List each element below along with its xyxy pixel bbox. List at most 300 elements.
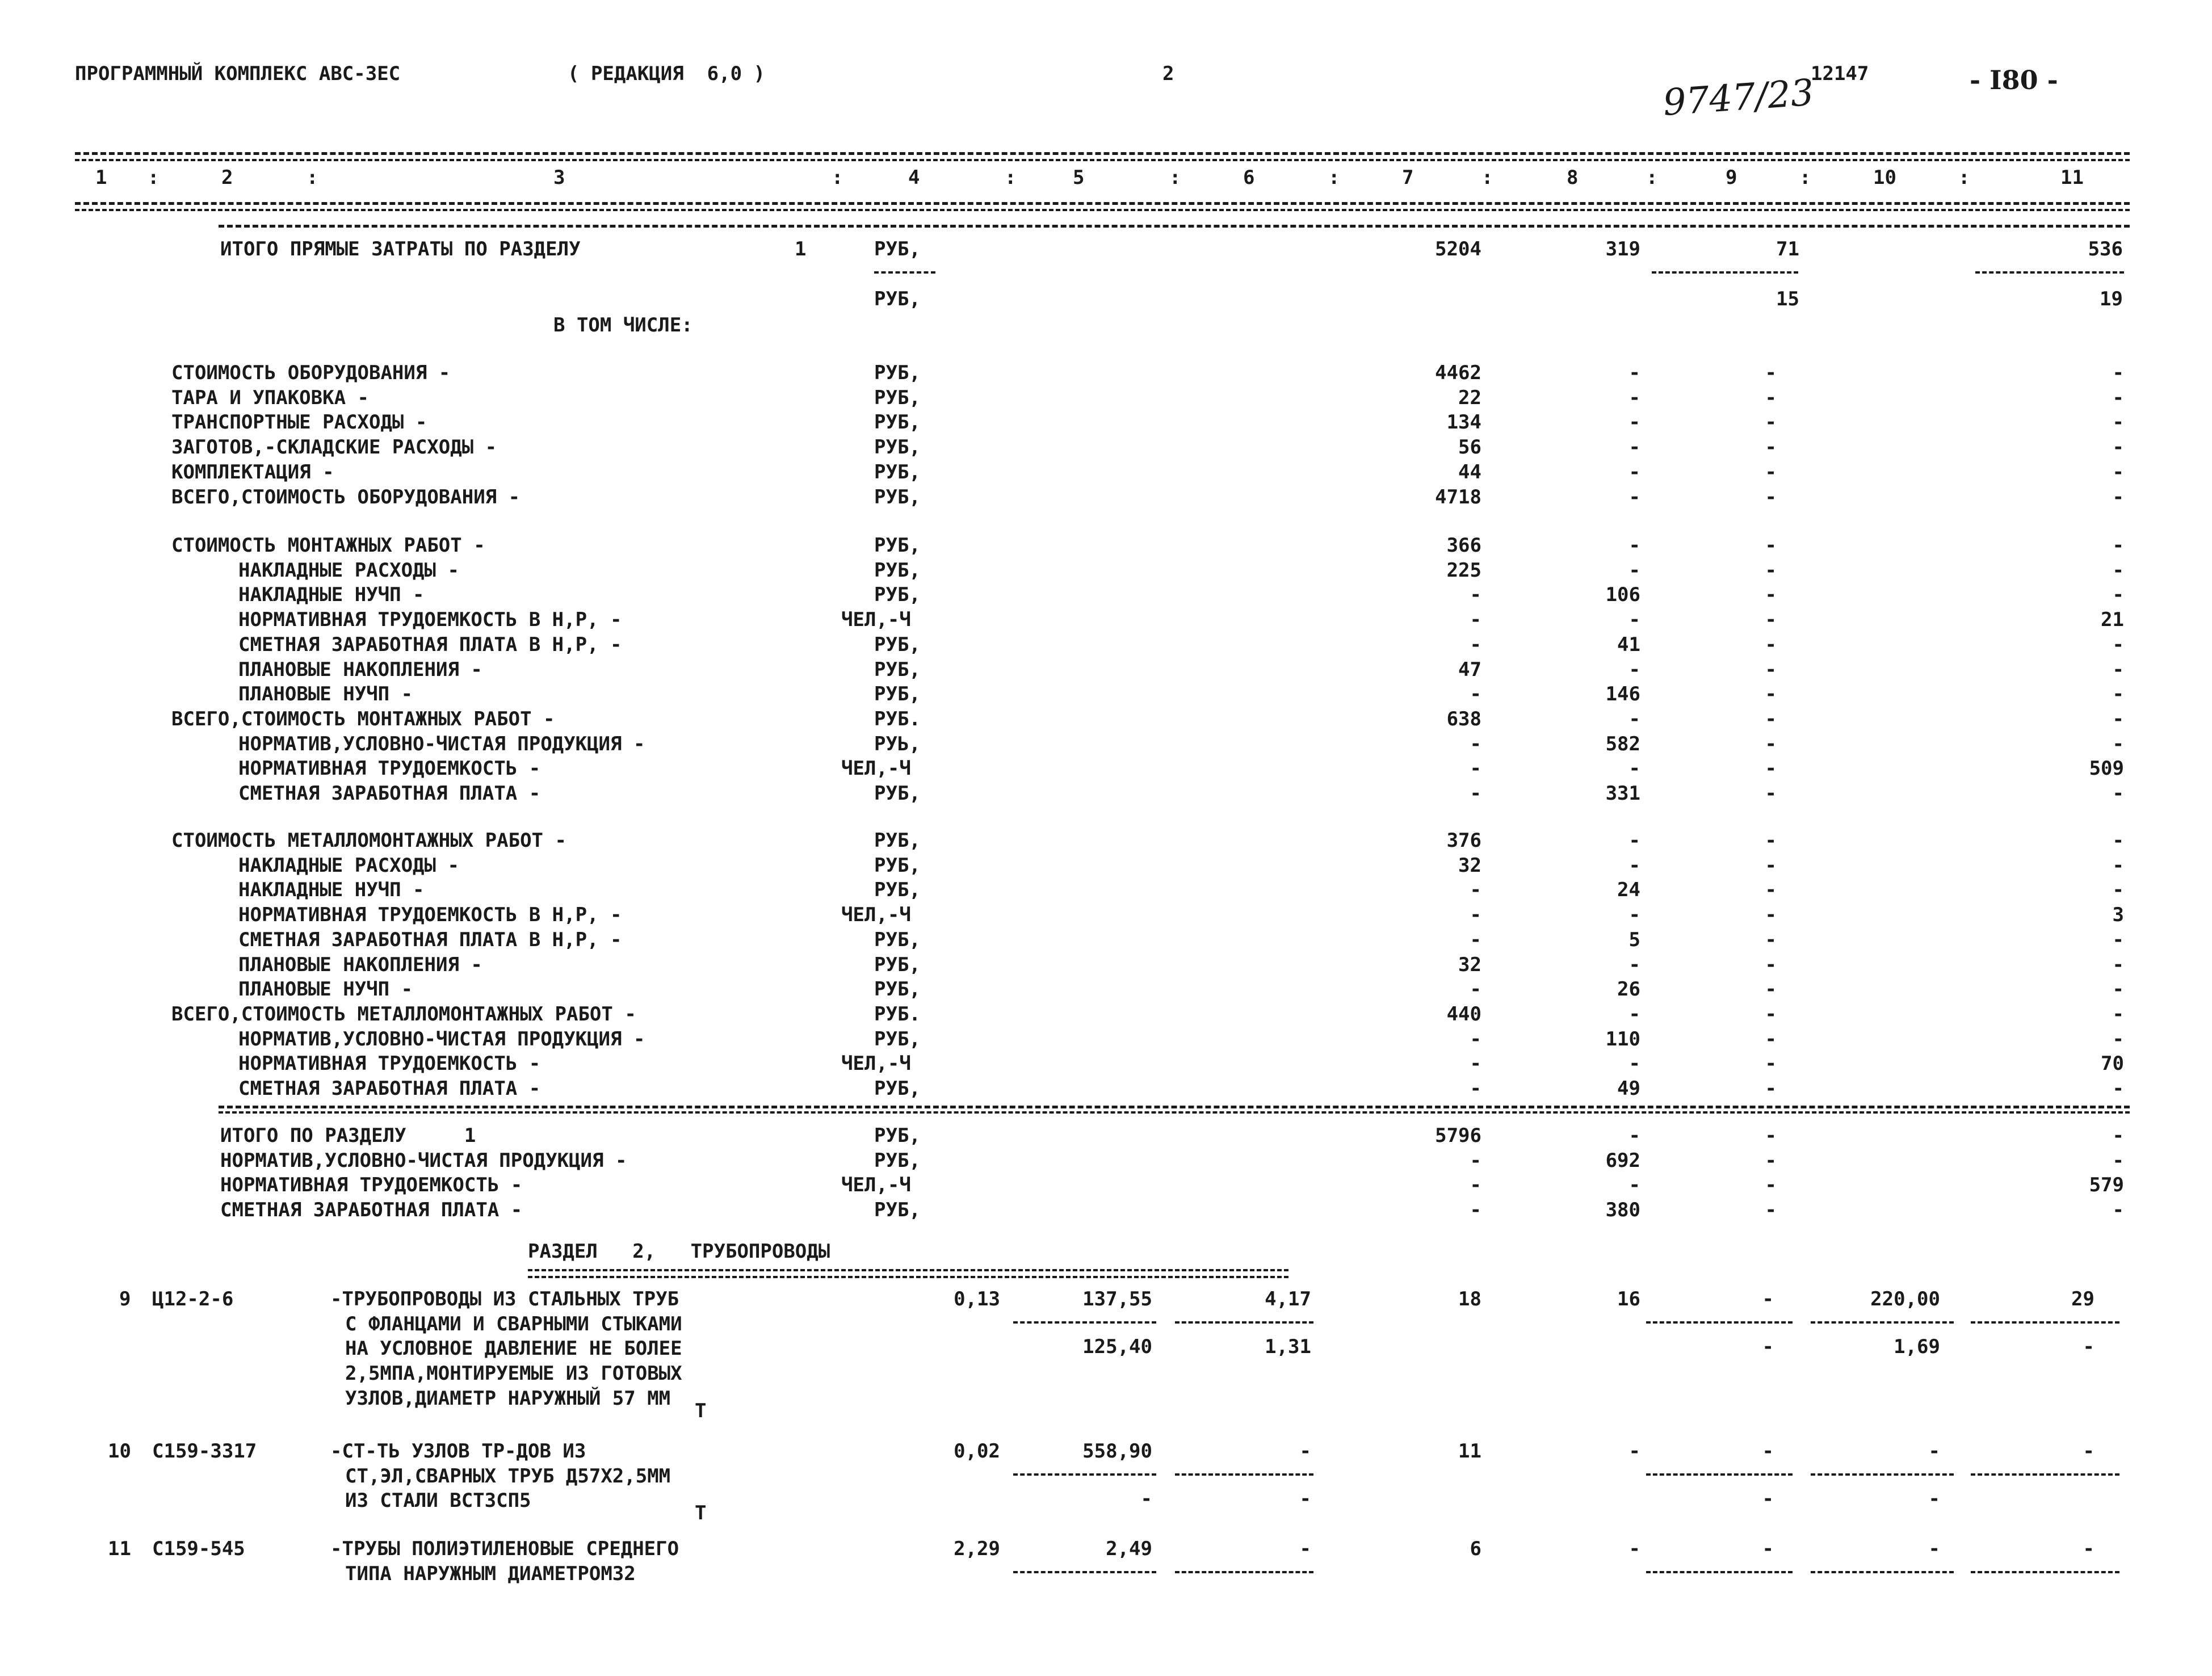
row-col9: - — [1765, 1124, 1777, 1147]
row-col9: - — [1765, 633, 1777, 656]
section1-summary-rule — [219, 1106, 2130, 1108]
row-col8: - — [1628, 362, 1640, 384]
row-col9: - — [1765, 1077, 1777, 1100]
row-col7: - — [1470, 733, 1481, 755]
item-col11-top: - — [2083, 1440, 2095, 1463]
row-col9: - — [1765, 1028, 1777, 1051]
row-col8: 49 — [1617, 1077, 1640, 1100]
row-col9: - — [1765, 929, 1777, 951]
row-col8: - — [1628, 559, 1640, 582]
section2-rule-2 — [528, 1276, 1288, 1278]
item-col9-bottom: - — [1762, 1335, 1774, 1358]
row-col9: - — [1765, 1174, 1777, 1196]
row-col11: - — [2112, 708, 2124, 730]
row-label: СМЕТНАЯ ЗАРАБОТНАЯ ПЛАТА - — [220, 1199, 523, 1221]
column-header-10: 10 — [1873, 166, 1896, 189]
page-number: - I80 - — [1970, 65, 2058, 95]
col9-rule — [1652, 271, 1798, 274]
row-unit: РУБ. — [874, 708, 921, 730]
column-header-1: 1 — [95, 166, 107, 189]
row-col7: 376 — [1446, 829, 1481, 852]
item-col5-rule — [1013, 1571, 1156, 1573]
row-col8: - — [1628, 461, 1640, 484]
row-col7: 366 — [1446, 534, 1481, 557]
row-col11: - — [2112, 436, 2124, 459]
row-col7: 225 — [1446, 559, 1481, 582]
section1-total-col9-top: 71 — [1776, 238, 1799, 261]
row-label: СТОИМОСТЬ МОНТАЖНЫХ РАБОТ - — [171, 534, 485, 557]
sheet-number: 2 — [1162, 62, 1174, 85]
row-col9: - — [1765, 683, 1777, 705]
row-unit: РУБ, — [874, 829, 921, 852]
item-unit: Т — [695, 1400, 707, 1422]
row-col11: 21 — [2101, 608, 2124, 631]
row-unit: РУБ, — [874, 436, 921, 459]
row-unit: РУБ, — [874, 411, 921, 434]
row-unit: РУБ, — [874, 1077, 921, 1100]
column-header-4: 4 — [908, 166, 920, 189]
row-label: СТОИМОСТЬ МЕТАЛЛОМОНТАЖНЫХ РАБОТ - — [171, 829, 566, 852]
row-col9: - — [1765, 411, 1777, 434]
item-col10-bottom: - — [1928, 1488, 1940, 1510]
item-description-line: -СТ-ТЬ УЗЛОВ ТР-ДОВ ИЗ — [330, 1440, 586, 1463]
row-col8: - — [1628, 757, 1640, 780]
item-col5-top: 558,90 — [1082, 1440, 1152, 1463]
row-col8: - — [1628, 708, 1640, 730]
item-col11-rule — [1971, 1321, 2119, 1324]
row-col7: - — [1470, 583, 1481, 606]
row-col8: 24 — [1617, 879, 1640, 901]
row-label: НОРМАТИВНАЯ ТРУДОЕМКОСТЬ - — [238, 757, 541, 780]
row-col7: - — [1470, 608, 1481, 631]
row-col11: - — [2112, 633, 2124, 656]
column-header-6: 6 — [1243, 166, 1255, 189]
row-col9: - — [1765, 953, 1777, 976]
section1-summary-rule-2 — [219, 1111, 2130, 1114]
row-col7: - — [1470, 929, 1481, 951]
section2-rule — [528, 1269, 1288, 1271]
row-col9: - — [1765, 879, 1777, 901]
row-col9: - — [1765, 387, 1777, 409]
item-quantity: 0,02 — [954, 1440, 1000, 1463]
handwritten-note: 9747/23 — [1661, 72, 1815, 124]
item-number: 11 — [108, 1538, 131, 1560]
item-col9-top: - — [1762, 1288, 1774, 1310]
item-description-line: НА УСЛОВНОЕ ДАВЛЕНИЕ НЕ БОЛЕЕ — [345, 1337, 682, 1360]
item-col8: - — [1628, 1538, 1640, 1560]
edition-label: ( РЕДАКЦИЯ 6,0 ) — [568, 62, 765, 85]
row-label: ПЛАНОВЫЕ НАКОПЛЕНИЯ - — [238, 658, 482, 681]
row-col11: - — [2112, 829, 2124, 852]
column-header-11: 11 — [2060, 166, 2084, 189]
row-col9: - — [1765, 1149, 1777, 1172]
row-col8: - — [1628, 534, 1640, 557]
row-col9: - — [1765, 461, 1777, 484]
column-separator: : — [1646, 166, 1658, 189]
row-col9: - — [1765, 733, 1777, 755]
row-col8: - — [1628, 608, 1640, 631]
row-col11: - — [2112, 879, 2124, 901]
row-col11: - — [2112, 559, 2124, 582]
item-col9-top: - — [1762, 1538, 1774, 1560]
row-col9: - — [1765, 782, 1777, 805]
column-header-9: 9 — [1726, 166, 1737, 189]
item-col8: 16 — [1617, 1288, 1640, 1310]
row-col11: - — [2112, 1124, 2124, 1147]
row-col7: - — [1470, 633, 1481, 656]
row-col7: - — [1470, 1052, 1481, 1075]
item-col10-bottom: 1,69 — [1894, 1335, 1940, 1358]
row-col8: - — [1628, 658, 1640, 681]
row-unit: ЧЕЛ,-Ч — [841, 757, 911, 780]
row-col9: - — [1765, 1052, 1777, 1075]
column-header-2: 2 — [221, 166, 233, 189]
column-header-8: 8 — [1567, 166, 1579, 189]
program-title: ПРОГРАММНЫЙ КОМПЛЕКС АВС-ЗЕС — [75, 62, 401, 85]
row-label: ВСЕГО,СТОИМОСТЬ МОНТАЖНЫХ РАБОТ - — [171, 708, 555, 730]
row-label: НОРМАТИВНАЯ ТРУДОЕМКОСТЬ В Н,Р, - — [238, 904, 622, 926]
item-col9-bottom: - — [1762, 1488, 1774, 1510]
item-description-line: С ФЛАНЦАМИ И СВАРНЫМИ СТЫКАМИ — [345, 1313, 682, 1335]
row-col8: - — [1628, 387, 1640, 409]
row-col11: - — [2112, 953, 2124, 976]
row-col8: - — [1628, 436, 1640, 459]
row-col7: 638 — [1446, 708, 1481, 730]
row-col7: - — [1470, 1149, 1481, 1172]
row-unit: РУБ. — [874, 1003, 921, 1026]
row-col8: 331 — [1605, 782, 1640, 805]
item-col6-bottom: - — [1299, 1488, 1311, 1510]
row-label: ПЛАНОВЫЕ НУЧП - — [238, 683, 413, 705]
item-col8: - — [1628, 1440, 1640, 1463]
item-description-line: ИЗ СТАЛИ ВСТ3СП5 — [345, 1489, 531, 1512]
row-label: СМЕТНАЯ ЗАРАБОТНАЯ ПЛАТА В Н,Р, - — [238, 929, 622, 951]
row-label: СТОИМОСТЬ ОБОРУДОВАНИЯ - — [171, 362, 451, 384]
row-col7: 440 — [1446, 1003, 1481, 1026]
row-col7: - — [1470, 1174, 1481, 1196]
item-col11-top: 29 — [2071, 1288, 2095, 1310]
row-unit: ЧЕЛ,-Ч — [841, 904, 911, 926]
row-col11: 579 — [2089, 1174, 2124, 1196]
item-col6-bottom: 1,31 — [1265, 1335, 1311, 1358]
row-col9: - — [1765, 757, 1777, 780]
item-col10-top: - — [1928, 1538, 1940, 1560]
item-col10-top: - — [1928, 1440, 1940, 1463]
item-col5-bottom: 125,40 — [1082, 1335, 1152, 1358]
item-code: С159-545 — [152, 1538, 245, 1560]
column-separator: : — [1481, 166, 1493, 189]
row-unit: ЧЕЛ,-Ч — [841, 608, 911, 631]
row-unit: РУБ, — [874, 461, 921, 484]
item-col5-bottom: - — [1140, 1488, 1152, 1510]
row-col7: - — [1470, 1199, 1481, 1221]
row-col11: - — [2112, 929, 2124, 951]
row-label: ТРАНСПОРТНЫЕ РАСХОДЫ - — [171, 411, 427, 434]
header-rule-top-2 — [75, 159, 2130, 161]
item-number: 9 — [119, 1288, 131, 1310]
row-label: НОРМАТИВНАЯ ТРУДОЕМКОСТЬ - — [238, 1052, 541, 1075]
item-col6-top: - — [1299, 1440, 1311, 1463]
row-col11: - — [2112, 1149, 2124, 1172]
item-description-line: -ТРУБЫ ПОЛИЭТИЛЕНОВЫЕ СРЕДНЕГО — [330, 1538, 679, 1560]
row-col8: 106 — [1605, 583, 1640, 606]
row-unit: РУБ, — [874, 362, 921, 384]
row-unit: РУБ, — [874, 978, 921, 1001]
row-col11: - — [2112, 486, 2124, 509]
row-col8: - — [1628, 1174, 1640, 1196]
column-separator: : — [1169, 166, 1181, 189]
row-col11: - — [2112, 461, 2124, 484]
row-label: ЗАГОТОВ,-СКЛАДСКИЕ РАСХОДЫ - — [171, 436, 497, 459]
row-col9: - — [1765, 1003, 1777, 1026]
row-col8: - — [1628, 904, 1640, 926]
row-col9: - — [1765, 829, 1777, 852]
item-col11-top: - — [2083, 1538, 2095, 1560]
row-col8: 692 — [1605, 1149, 1640, 1172]
row-col11: - — [2112, 387, 2124, 409]
header-rule-top — [75, 152, 2130, 155]
section1-total-unit-top: РУБ, — [874, 238, 921, 261]
row-label: ПЛАНОВЫЕ НАКОПЛЕНИЯ - — [238, 953, 482, 976]
row-col9: - — [1765, 436, 1777, 459]
row-unit: РУБ, — [874, 387, 921, 409]
column-separator: : — [1328, 166, 1340, 189]
row-col8: 26 — [1617, 978, 1640, 1001]
row-unit: РУЬ, — [874, 733, 921, 755]
row-col7: 5796 — [1435, 1124, 1481, 1147]
row-label: СМЕТНАЯ ЗАРАБОТНАЯ ПЛАТА - — [238, 1077, 541, 1100]
row-col11: 70 — [2101, 1052, 2124, 1075]
row-col8: - — [1628, 1052, 1640, 1075]
item-col9-top: - — [1762, 1440, 1774, 1463]
row-col11: - — [2112, 1077, 2124, 1100]
row-col11: - — [2112, 782, 2124, 805]
section2-title: РАЗДЕЛ 2, ТРУБОПРОВОДЫ — [528, 1240, 830, 1263]
row-unit: ЧЕЛ,-Ч — [841, 1174, 911, 1196]
item-col10-rule — [1811, 1321, 1954, 1324]
row-col7: - — [1470, 1028, 1481, 1051]
row-col8: 146 — [1605, 683, 1640, 705]
row-col8: 41 — [1617, 633, 1640, 656]
item-number: 10 — [108, 1440, 131, 1463]
column-header-5: 5 — [1073, 166, 1085, 189]
section1-total-col9-bottom: 15 — [1776, 288, 1799, 310]
row-col7: - — [1470, 879, 1481, 901]
row-col8: 5 — [1628, 929, 1640, 951]
item-col10-rule — [1811, 1571, 1954, 1573]
row-label: ИТОГО ПО РАЗДЕЛУ 1 — [220, 1124, 476, 1147]
item-col11-rule — [1971, 1571, 2119, 1573]
including-label: В ТОМ ЧИСЛЕ: — [553, 314, 693, 337]
row-col9: - — [1765, 658, 1777, 681]
col11-rule — [1975, 271, 2124, 274]
item-col7: 11 — [1458, 1440, 1481, 1463]
row-unit: РУБ, — [874, 782, 921, 805]
row-col9: - — [1765, 486, 1777, 509]
row-unit: РУБ, — [874, 854, 921, 877]
row-col8: - — [1628, 854, 1640, 877]
row-col11: - — [2112, 854, 2124, 877]
section1-total-number: 1 — [795, 238, 807, 261]
row-col8: 380 — [1605, 1199, 1640, 1221]
column-separator: : — [1958, 166, 1970, 189]
item-quantity: 2,29 — [954, 1538, 1000, 1560]
row-label: ВСЕГО,СТОИМОСТЬ МЕТАЛЛОМОНТАЖНЫХ РАБОТ - — [171, 1003, 636, 1026]
row-unit: РУБ, — [874, 559, 921, 582]
section1-total-col11-bottom: 19 — [2100, 288, 2123, 310]
row-label: НОРМАТИВ,УСЛОВНО-ЧИСТАЯ ПРОДУКЦИЯ - — [238, 733, 645, 755]
row-label: КОМПЛЕКТАЦИЯ - — [171, 461, 334, 484]
document-code: 12147 — [1811, 62, 1869, 85]
row-col11: - — [2112, 978, 2124, 1001]
row-col7: 44 — [1458, 461, 1481, 484]
row-col9: - — [1765, 904, 1777, 926]
item-description-line: -ТРУБОПРОВОДЫ ИЗ СТАЛЬНЫХ ТРУБ — [330, 1288, 679, 1310]
section1-total-col11-top: 536 — [2088, 238, 2123, 261]
row-col11: - — [2112, 683, 2124, 705]
item-quantity: 0,13 — [954, 1288, 1000, 1310]
row-col11: - — [2112, 362, 2124, 384]
row-label: СМЕТНАЯ ЗАРАБОТНАЯ ПЛАТА В Н,Р, - — [238, 633, 622, 656]
row-col7: - — [1470, 782, 1481, 805]
row-col8: - — [1628, 953, 1640, 976]
row-col7: 4718 — [1435, 486, 1481, 509]
unit-underline — [874, 271, 935, 274]
row-col11: - — [2112, 411, 2124, 434]
header-rule-bottom — [75, 202, 2130, 205]
item-col6-top: - — [1299, 1538, 1311, 1560]
column-header-3: 3 — [553, 166, 565, 189]
row-col7: - — [1470, 757, 1481, 780]
item-code: С159-3317 — [152, 1440, 257, 1463]
row-unit: РУБ, — [874, 534, 921, 557]
row-unit: РУБ, — [874, 1124, 921, 1147]
row-col9: - — [1765, 608, 1777, 631]
column-separator: : — [832, 166, 843, 189]
row-col7: 32 — [1458, 854, 1481, 877]
row-unit: РУБ, — [874, 633, 921, 656]
row-col7: - — [1470, 1077, 1481, 1100]
item-col6-top: 4,17 — [1265, 1288, 1311, 1310]
row-label: НАКЛАДНЫЕ НУЧП - — [238, 879, 425, 901]
header-rule-bottom-2 — [75, 209, 2130, 211]
row-label: НАКЛАДНЫЕ НУЧП - — [238, 583, 425, 606]
item-col6-rule — [1175, 1571, 1313, 1573]
row-col11: - — [2112, 658, 2124, 681]
item-col10-rule — [1811, 1473, 1954, 1476]
item-col7: 6 — [1470, 1538, 1481, 1560]
row-col11: 509 — [2089, 757, 2124, 780]
row-unit: РУБ, — [874, 953, 921, 976]
row-col11: - — [2112, 583, 2124, 606]
row-label: НАКЛАДНЫЕ РАСХОДЫ - — [238, 559, 459, 582]
row-col8: 110 — [1605, 1028, 1640, 1051]
row-col11: - — [2112, 1199, 2124, 1221]
item-col9-rule — [1646, 1321, 1793, 1324]
row-label: НОРМАТИВ,УСЛОВНО-ЧИСТАЯ ПРОДУКЦИЯ - — [220, 1149, 627, 1172]
row-col9: - — [1765, 362, 1777, 384]
row-col8: 582 — [1605, 733, 1640, 755]
row-unit: РУБ, — [874, 879, 921, 901]
item-col6-rule — [1175, 1473, 1313, 1476]
row-label: НОРМАТИВНАЯ ТРУДОЕМКОСТЬ - — [220, 1174, 523, 1196]
item-description-line: ТИПА НАРУЖНЫМ ДИАМЕТРОМ32 — [345, 1562, 636, 1585]
row-col9: - — [1765, 1199, 1777, 1221]
row-col7: 47 — [1458, 658, 1481, 681]
row-label: ТАРА И УПАКОВКА - — [171, 387, 369, 409]
row-col11: - — [2112, 733, 2124, 755]
row-col9: - — [1765, 583, 1777, 606]
row-col9: - — [1765, 708, 1777, 730]
row-col8: - — [1628, 1124, 1640, 1147]
row-col7: 32 — [1458, 953, 1481, 976]
item-description-line: 2,5МПА,МОНТИРУЕМЫЕ ИЗ ГОТОВЫХ — [345, 1362, 682, 1385]
row-col7: - — [1470, 904, 1481, 926]
row-unit: РУБ, — [874, 1149, 921, 1172]
row-col9: - — [1765, 534, 1777, 557]
row-col8: - — [1628, 829, 1640, 852]
row-unit: РУБ, — [874, 486, 921, 509]
row-label: НОРМАТИВ,УСЛОВНО-ЧИСТАЯ ПРОДУКЦИЯ - — [238, 1028, 645, 1051]
item-description-line: СТ,ЭЛ,СВАРНЫХ ТРУБ Д57Х2,5ММ — [345, 1465, 671, 1488]
item-col10-top: 220,00 — [1870, 1288, 1940, 1310]
row-col8: - — [1628, 1003, 1640, 1026]
column-separator: : — [1799, 166, 1811, 189]
column-separator: : — [307, 166, 318, 189]
row-col9: - — [1765, 854, 1777, 877]
item-col6-rule — [1175, 1321, 1313, 1324]
item-description-line: УЗЛОВ,ДИАМЕТР НАРУЖНЫЙ 57 ММ — [345, 1387, 671, 1410]
item-unit: Т — [695, 1502, 707, 1524]
row-col9: - — [1765, 559, 1777, 582]
row-unit: РУБ, — [874, 1028, 921, 1051]
row-col7: 22 — [1458, 387, 1481, 409]
row-label: СМЕТНАЯ ЗАРАБОТНАЯ ПЛАТА - — [238, 782, 541, 805]
row-unit: РУБ, — [874, 683, 921, 705]
item-col5-rule — [1013, 1473, 1156, 1476]
item-col11-bottom: - — [2083, 1335, 2095, 1358]
section1-total-rule — [219, 225, 2130, 228]
column-separator: : — [148, 166, 160, 189]
row-label: НОРМАТИВНАЯ ТРУДОЕМКОСТЬ В Н,Р, - — [238, 608, 622, 631]
section1-total-col7: 5204 — [1435, 238, 1481, 261]
row-col7: - — [1470, 978, 1481, 1001]
row-col11: - — [2112, 1028, 2124, 1051]
item-col9-rule — [1646, 1473, 1793, 1476]
row-label: ВСЕГО,СТОИМОСТЬ ОБОРУДОВАНИЯ - — [171, 486, 521, 509]
row-label: ПЛАНОВЫЕ НУЧП - — [238, 978, 413, 1001]
row-unit: РУБ, — [874, 658, 921, 681]
row-col9: - — [1765, 978, 1777, 1001]
section1-total-unit-bottom: РУБ, — [874, 288, 921, 310]
row-col7: 56 — [1458, 436, 1481, 459]
row-col7: 4462 — [1435, 362, 1481, 384]
row-label: НАКЛАДНЫЕ РАСХОДЫ - — [238, 854, 459, 877]
item-col5-rule — [1013, 1321, 1156, 1324]
row-col11: - — [2112, 534, 2124, 557]
row-unit: РУБ, — [874, 583, 921, 606]
row-col7: 134 — [1446, 411, 1481, 434]
section1-total-label: ИТОГО ПРЯМЫЕ ЗАТРАТЫ ПО РАЗДЕЛУ — [220, 238, 581, 261]
item-col5-top: 137,55 — [1082, 1288, 1152, 1310]
row-unit: РУБ, — [874, 1199, 921, 1221]
row-col8: - — [1628, 411, 1640, 434]
item-col5-top: 2,49 — [1106, 1538, 1152, 1560]
item-col7: 18 — [1458, 1288, 1481, 1310]
column-separator: : — [1005, 166, 1017, 189]
item-col9-rule — [1646, 1571, 1793, 1573]
row-col11: - — [2112, 1003, 2124, 1026]
